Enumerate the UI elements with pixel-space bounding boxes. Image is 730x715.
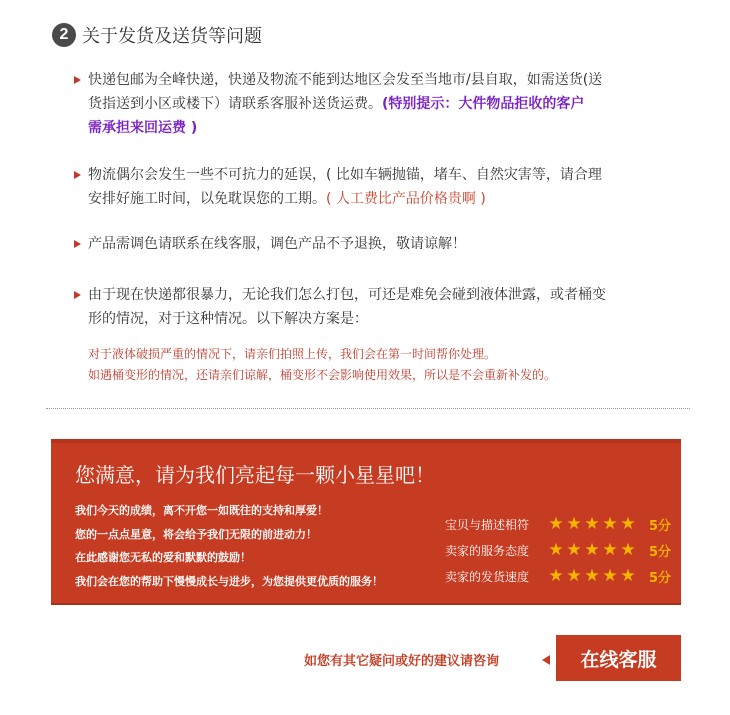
special-notice-cont: 需承担来回运费 ) xyxy=(88,120,198,136)
solution-notes xyxy=(88,344,556,386)
bullet-triangle-icon xyxy=(74,171,81,179)
banner-line: 我们会在您的帮助下慢慢成长与进步，为您提供更优质的服务！ xyxy=(75,574,383,588)
info-item-shipping xyxy=(74,68,664,140)
info-item-leak xyxy=(74,283,664,331)
labor-cost-note: ( 人工费比产品价格贵啊 ) xyxy=(326,191,486,207)
star-icon: ★ xyxy=(584,565,600,586)
info-item-color xyxy=(74,232,664,256)
solution-note: 对于液体破损严重的情况下，请亲们拍照上传，我们会在第一时间帮你处理。 xyxy=(88,347,497,361)
arrow-left-icon xyxy=(542,655,550,665)
rating-row-shipping xyxy=(445,563,671,589)
banner-line: 我们今天的成绩，离不开您一如既往的支持和厚爱！ xyxy=(75,504,328,517)
divider xyxy=(46,408,690,409)
banner-line: 您的一点点星意，将会给予我们无限的前进动力！ xyxy=(75,527,317,541)
contact-prompt: 如您有其它疑问或好的建议请咨询 xyxy=(304,654,500,669)
banner-title: 您满意，请为我们亮起每一颗小星星吧！ xyxy=(75,463,435,487)
star-icon: ★ xyxy=(566,513,582,534)
banner-message xyxy=(75,499,383,593)
online-service-button[interactable]: 在线客服 xyxy=(556,635,681,681)
rating-label: 卖家的服务态度 xyxy=(445,543,530,558)
special-notice: (特别提示：大件物品拒收的客户 xyxy=(382,96,585,112)
info-item-line: 产品需调色请联系在线客服，调色产品不予退换，敬请谅解！ xyxy=(88,236,466,252)
rating-score: 5分 xyxy=(649,570,672,586)
star-icon: ★ xyxy=(566,565,582,586)
star-rating xyxy=(547,565,637,586)
star-icon: ★ xyxy=(620,539,636,560)
ratings-list xyxy=(445,511,671,589)
rating-banner xyxy=(51,439,681,605)
solution-note: 如遇桶变形的情况，还请亲们谅解，桶变形不会影响使用效果，所以是不会重新补发的。 xyxy=(88,368,557,382)
star-icon: ★ xyxy=(584,513,600,534)
bullet-triangle-icon xyxy=(74,240,81,248)
star-icon: ★ xyxy=(620,513,636,534)
info-item-line: 快递包邮为全峰快递，快递及物流不能到达地区会发至当地市/县自取，如需送货(送 xyxy=(88,72,603,88)
star-icon: ★ xyxy=(602,513,618,534)
star-icon: ★ xyxy=(584,539,600,560)
section-number-badge: 2 xyxy=(52,23,76,47)
banner-line: 在此感谢您无私的爱和默默的鼓励！ xyxy=(75,551,251,564)
rating-score: 5分 xyxy=(649,518,672,534)
rating-label: 卖家的发货速度 xyxy=(445,569,530,584)
rating-row-description xyxy=(445,511,671,537)
info-item-line: 安排好施工时间，以免耽误您的工期。( 人工费比产品价格贵啊 ) xyxy=(88,191,486,207)
info-item-line: 形的情况，对于这种情况。以下解决方案是： xyxy=(88,311,368,327)
info-item-line: 物流偶尔会发生一些不可抗力的延误，( 比如车辆抛锚，堵车、自然灾害等，请合理 xyxy=(88,167,602,183)
info-item-line: 货指送到小区或楼下）请联系客服补送货运费。(特别提示：大件物品拒收的客户 xyxy=(88,96,585,112)
info-item-delay xyxy=(74,163,664,211)
rating-score: 5分 xyxy=(649,544,672,560)
star-icon: ★ xyxy=(602,565,618,586)
section-heading xyxy=(52,22,262,48)
bullet-triangle-icon xyxy=(74,76,81,84)
info-item-line: 由于现在快递都很暴力，无论我们怎么打包，可还是难免会碰到液体泄露，或者桶变 xyxy=(88,287,606,303)
rating-row-service xyxy=(445,537,671,563)
star-icon: ★ xyxy=(602,539,618,560)
star-icon: ★ xyxy=(620,565,636,586)
bullet-triangle-icon xyxy=(74,291,81,299)
star-icon: ★ xyxy=(548,565,564,586)
star-rating xyxy=(547,539,637,560)
star-icon: ★ xyxy=(548,539,564,560)
star-icon: ★ xyxy=(566,539,582,560)
star-icon: ★ xyxy=(548,513,564,534)
star-rating xyxy=(547,513,637,534)
section-title: 关于发货及送货等问题 xyxy=(82,26,262,47)
rating-label: 宝贝与描述相符 xyxy=(445,517,530,532)
